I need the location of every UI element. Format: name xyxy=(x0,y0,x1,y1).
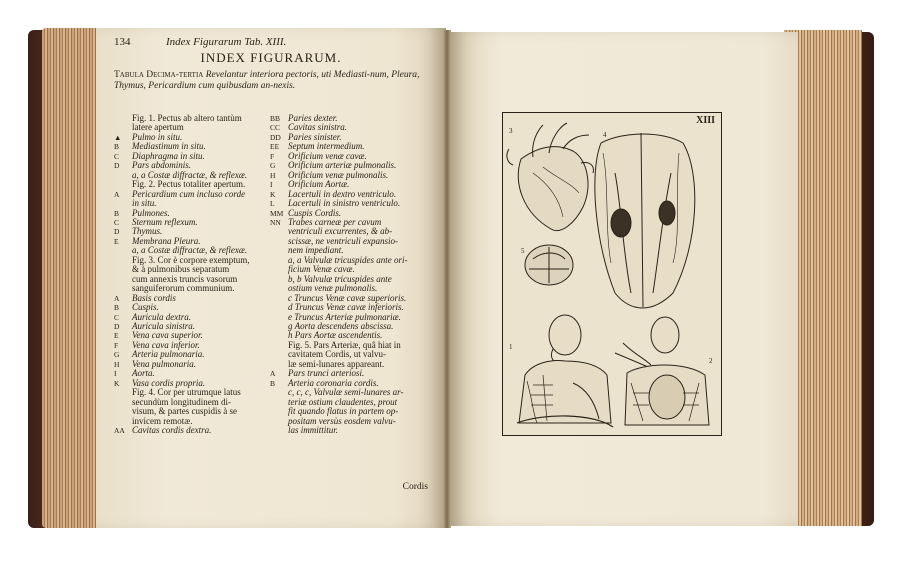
index-entry xyxy=(270,218,430,227)
entry-text: e Truncus Arteriæ pulmonariæ. xyxy=(288,312,401,322)
heart-illustration xyxy=(507,123,593,231)
index-entry xyxy=(114,322,264,331)
page-title: INDEX FIGURARUM. xyxy=(200,50,342,65)
index-entry xyxy=(270,379,430,388)
tabula-caption xyxy=(114,70,432,92)
index-entry xyxy=(270,180,430,189)
entry-text: Orificium venæ pulmonalis. xyxy=(288,170,389,180)
index-entry xyxy=(270,331,430,340)
entry-key: A xyxy=(270,369,276,379)
index-entry xyxy=(114,256,264,265)
entry-key: B xyxy=(114,303,120,313)
entry-key: AA xyxy=(114,425,125,435)
index-entry xyxy=(270,256,430,265)
entry-text: Pars abdominis. xyxy=(132,161,192,171)
index-entry xyxy=(114,303,264,312)
entry-text: Vena cava superior. xyxy=(132,331,203,341)
index-entry xyxy=(270,417,430,426)
entry-text: Lacertuli in sinistro ventriculo. xyxy=(288,199,401,209)
entry-text: d Truncus Venæ cavæ inferioris. xyxy=(288,303,404,313)
entry-key: I xyxy=(114,369,117,379)
entry-text: nem impediant. xyxy=(288,246,344,256)
entry-text: Diaphragma in situ. xyxy=(132,151,205,161)
index-entry xyxy=(270,265,430,274)
entry-text: læ semi-lunares appareant. xyxy=(288,359,385,369)
index-entry xyxy=(270,294,430,303)
plate-number: XIII xyxy=(696,115,715,126)
entry-key: B xyxy=(114,142,120,152)
index-entry xyxy=(114,313,264,322)
entry-text: Membrana Pleura. xyxy=(132,236,201,246)
entry-key: F xyxy=(114,340,119,350)
index-entry xyxy=(114,218,264,227)
entry-key: I xyxy=(270,180,273,190)
index-entry xyxy=(270,360,430,369)
entry-text: Cuspis Cordis. xyxy=(288,208,342,218)
tabula-lead: Tabula Decima-tertia xyxy=(114,70,204,80)
entry-text: Aorta. xyxy=(132,369,155,379)
entry-key: B xyxy=(114,208,120,218)
entry-text: Fig. 1. Pectus ab altero tantùm xyxy=(132,114,242,123)
index-entry xyxy=(114,426,264,435)
index-entry xyxy=(114,114,264,123)
index-entry xyxy=(270,161,430,170)
index-entry xyxy=(114,227,264,236)
index-entry xyxy=(114,331,264,340)
index-entry xyxy=(114,388,264,397)
entry-text: ventriculi excurrentes, & ab- xyxy=(288,227,393,237)
heart-section-illustration xyxy=(595,133,695,308)
index-entry xyxy=(270,133,430,142)
index-entry xyxy=(270,237,430,246)
entry-text: cavitatem Cordis, ut valvu- xyxy=(288,350,386,360)
index-entry xyxy=(270,350,430,359)
index-entry xyxy=(270,322,430,331)
fig-label-5: 5 xyxy=(521,247,525,255)
index-entry xyxy=(114,199,264,208)
index-entry xyxy=(270,398,430,407)
entry-key: D xyxy=(114,161,120,171)
entry-text: Cavitas sinistra. xyxy=(288,123,348,133)
index-entry xyxy=(114,294,264,303)
index-entry xyxy=(114,417,264,426)
entry-text: a, a Costæ diffractæ, & reflexæ. xyxy=(132,246,248,256)
fig-label-2: 2 xyxy=(709,357,713,365)
entry-key: MM xyxy=(270,208,284,218)
entry-key: D xyxy=(114,227,120,237)
index-entry xyxy=(114,171,264,180)
entry-key: C xyxy=(114,217,120,227)
entry-text: Mediastinum in situ. xyxy=(132,142,206,152)
entry-key: H xyxy=(270,170,276,180)
entry-key: CC xyxy=(270,123,281,133)
entry-key: BB xyxy=(270,114,281,123)
entry-text: ostium venæ pulmonalis. xyxy=(288,284,378,294)
entry-text: Vena pulmonaria. xyxy=(132,359,196,369)
entry-text: visum, & partes cuspidis à se xyxy=(132,407,237,417)
entry-text: invicem remotæ. xyxy=(132,416,193,426)
entry-text: in situ. xyxy=(132,199,157,209)
entry-key: D xyxy=(114,321,120,331)
entry-key: G xyxy=(114,350,120,360)
entry-text: Cavitas cordis dextra. xyxy=(132,425,212,435)
entry-key: NN xyxy=(270,217,281,227)
index-entry xyxy=(114,133,264,142)
entry-text: Auricula sinistra. xyxy=(132,321,196,331)
index-entry xyxy=(270,407,430,416)
entry-text: Basis cordis xyxy=(132,293,176,303)
index-entry xyxy=(114,237,264,246)
index-entry xyxy=(270,303,430,312)
entry-text: scissæ, ne ventriculi expansio- xyxy=(288,236,398,246)
entry-text: Cuspis. xyxy=(132,303,159,313)
entry-text: Pulmones. xyxy=(132,208,170,218)
entry-key: K xyxy=(114,378,120,388)
index-entry xyxy=(114,398,264,407)
valve-illustration xyxy=(525,245,573,285)
entry-text: Lacertuli in dextro ventriculo. xyxy=(288,189,397,199)
index-entry xyxy=(114,369,264,378)
index-entry xyxy=(114,275,264,284)
index-entry xyxy=(114,142,264,151)
index-entry xyxy=(270,388,430,397)
index-column-right xyxy=(270,114,430,435)
index-entry xyxy=(114,152,264,161)
entry-text: Trabes carneæ per cavum xyxy=(288,217,382,227)
index-entry xyxy=(114,123,264,132)
entry-text: a, a Costæ diffractæ, & reflexæ. xyxy=(132,170,248,180)
entry-text: latere apertum xyxy=(132,123,184,133)
entry-text: Fig. 4. Cor per utrumque latus xyxy=(132,388,241,398)
entry-text: Paries dexter. xyxy=(288,114,338,123)
torso-figure-1 xyxy=(517,315,613,427)
entry-key: L xyxy=(270,199,275,209)
index-entry xyxy=(114,284,264,293)
entry-text: g Aorta descendens abscissa. xyxy=(288,321,394,331)
page-number: 134 xyxy=(114,36,131,48)
index-entry xyxy=(270,227,430,236)
entry-text: fit quando flatus in partem op- xyxy=(288,407,399,417)
open-book xyxy=(24,22,876,534)
entry-text: Orificium venæ cavæ. xyxy=(288,151,367,161)
entry-text: las immittitur. xyxy=(288,425,339,435)
entry-key: DD xyxy=(270,132,281,142)
entry-text: Fig. 3. Cor è corpore exemptum, xyxy=(132,255,250,265)
index-entry xyxy=(114,360,264,369)
entry-text: Paries sinister. xyxy=(288,132,342,142)
entry-text: Fig. 2. Pectus totaliter apertum. xyxy=(132,180,246,190)
left-page xyxy=(96,28,446,528)
entry-text: Septum intermedium. xyxy=(288,142,365,152)
index-entry xyxy=(270,152,430,161)
index-entry xyxy=(270,142,430,151)
index-entry xyxy=(270,190,430,199)
catchword: Cordis xyxy=(402,482,428,492)
entry-key: C xyxy=(114,312,120,322)
entry-text: Vena cava inferior. xyxy=(132,340,200,350)
fig-label-1: 1 xyxy=(509,343,513,351)
entry-text: Pericardium cum incluso corde xyxy=(132,189,246,199)
entry-key: A xyxy=(114,189,120,199)
entry-text: b, b Valvulæ tricuspides ante xyxy=(288,274,392,284)
entry-text: Arteria pulmonaria. xyxy=(132,350,205,360)
index-entry xyxy=(270,284,430,293)
entry-text: h Pars Aortæ ascendentis. xyxy=(288,331,383,341)
index-entry xyxy=(114,209,264,218)
entry-text: Pars trunci arteriosi. xyxy=(288,369,365,379)
index-entry xyxy=(114,161,264,170)
entry-text: c Truncus Venæ cavæ superioris. xyxy=(288,293,407,303)
entry-text: positam versùs eosdem valvu- xyxy=(288,416,396,426)
index-entry xyxy=(270,369,430,378)
running-head-text: Index Figurarum Tab. XIII. xyxy=(166,36,287,48)
entry-text: c, c, c, Valvulæ semi-lunares ar- xyxy=(288,388,404,398)
entry-text: cum annexis truncis vasorum xyxy=(132,274,238,284)
plate-engraving xyxy=(503,113,721,435)
entry-text: & à pulmonibus separatum xyxy=(132,265,230,275)
torso-figure-2 xyxy=(615,317,709,425)
entry-key: ▲ xyxy=(114,132,122,142)
entry-key: H xyxy=(114,359,120,369)
index-entry xyxy=(270,246,430,255)
index-entry xyxy=(270,275,430,284)
entry-key: E xyxy=(114,236,119,246)
index-entry xyxy=(114,190,264,199)
entry-key: G xyxy=(270,161,276,171)
right-page xyxy=(450,32,798,526)
index-entry xyxy=(270,426,430,435)
entry-text: teriæ ostium claudentes, prout xyxy=(288,397,398,407)
index-entry xyxy=(270,171,430,180)
entry-key: C xyxy=(114,151,120,161)
index-entry xyxy=(114,407,264,416)
tabula-text: Revelantur interiora pectoris, uti Mediasti-num, Pleura, Thymus, Pericardium cum quibusdam an-nexis. xyxy=(114,70,420,91)
entry-text: Orificium arteriæ pulmonalis. xyxy=(288,161,397,171)
entry-key: EE xyxy=(270,142,280,152)
entry-text: sanguiferorum communium. xyxy=(132,284,235,294)
entry-text: Fig. 5. Pars Arteriæ, quâ hiat in xyxy=(288,340,401,350)
index-entry xyxy=(114,180,264,189)
index-entry xyxy=(270,114,430,123)
entry-text: Orificium Aortæ. xyxy=(288,180,350,190)
index-entry xyxy=(270,313,430,322)
index-entry xyxy=(114,246,264,255)
entry-key: F xyxy=(270,151,275,161)
fig-label-4: 4 xyxy=(603,131,607,139)
index-entry xyxy=(270,209,430,218)
entry-key: B xyxy=(270,378,276,388)
index-entry xyxy=(270,341,430,350)
anatomical-plate xyxy=(502,112,722,436)
entry-text: Arteria coronaria cordis. xyxy=(288,378,379,388)
entry-text: ficium Venæ cavæ. xyxy=(288,265,355,275)
index-entry xyxy=(270,123,430,132)
entry-key: A xyxy=(114,293,120,303)
index-entry xyxy=(114,350,264,359)
entry-key: K xyxy=(270,189,276,199)
entry-text: Sternum reflexum. xyxy=(132,217,198,227)
entry-text: secundùm longitudinem di- xyxy=(132,397,231,407)
entry-text: a, a Valvulæ tricuspides ante ori- xyxy=(288,255,408,265)
entry-key: E xyxy=(114,331,119,341)
index-entry xyxy=(114,379,264,388)
index-entry xyxy=(270,199,430,208)
entry-text: Pulmo in situ. xyxy=(132,132,183,142)
entry-text: Vasa cordis propria. xyxy=(132,378,206,388)
index-column-left xyxy=(114,114,264,435)
fig-label-3: 3 xyxy=(509,127,513,135)
running-head xyxy=(114,36,434,50)
entry-text: Auricula dextra. xyxy=(132,312,191,322)
entry-text: Thymus. xyxy=(132,227,163,237)
index-entry xyxy=(114,341,264,350)
index-entry xyxy=(114,265,264,274)
